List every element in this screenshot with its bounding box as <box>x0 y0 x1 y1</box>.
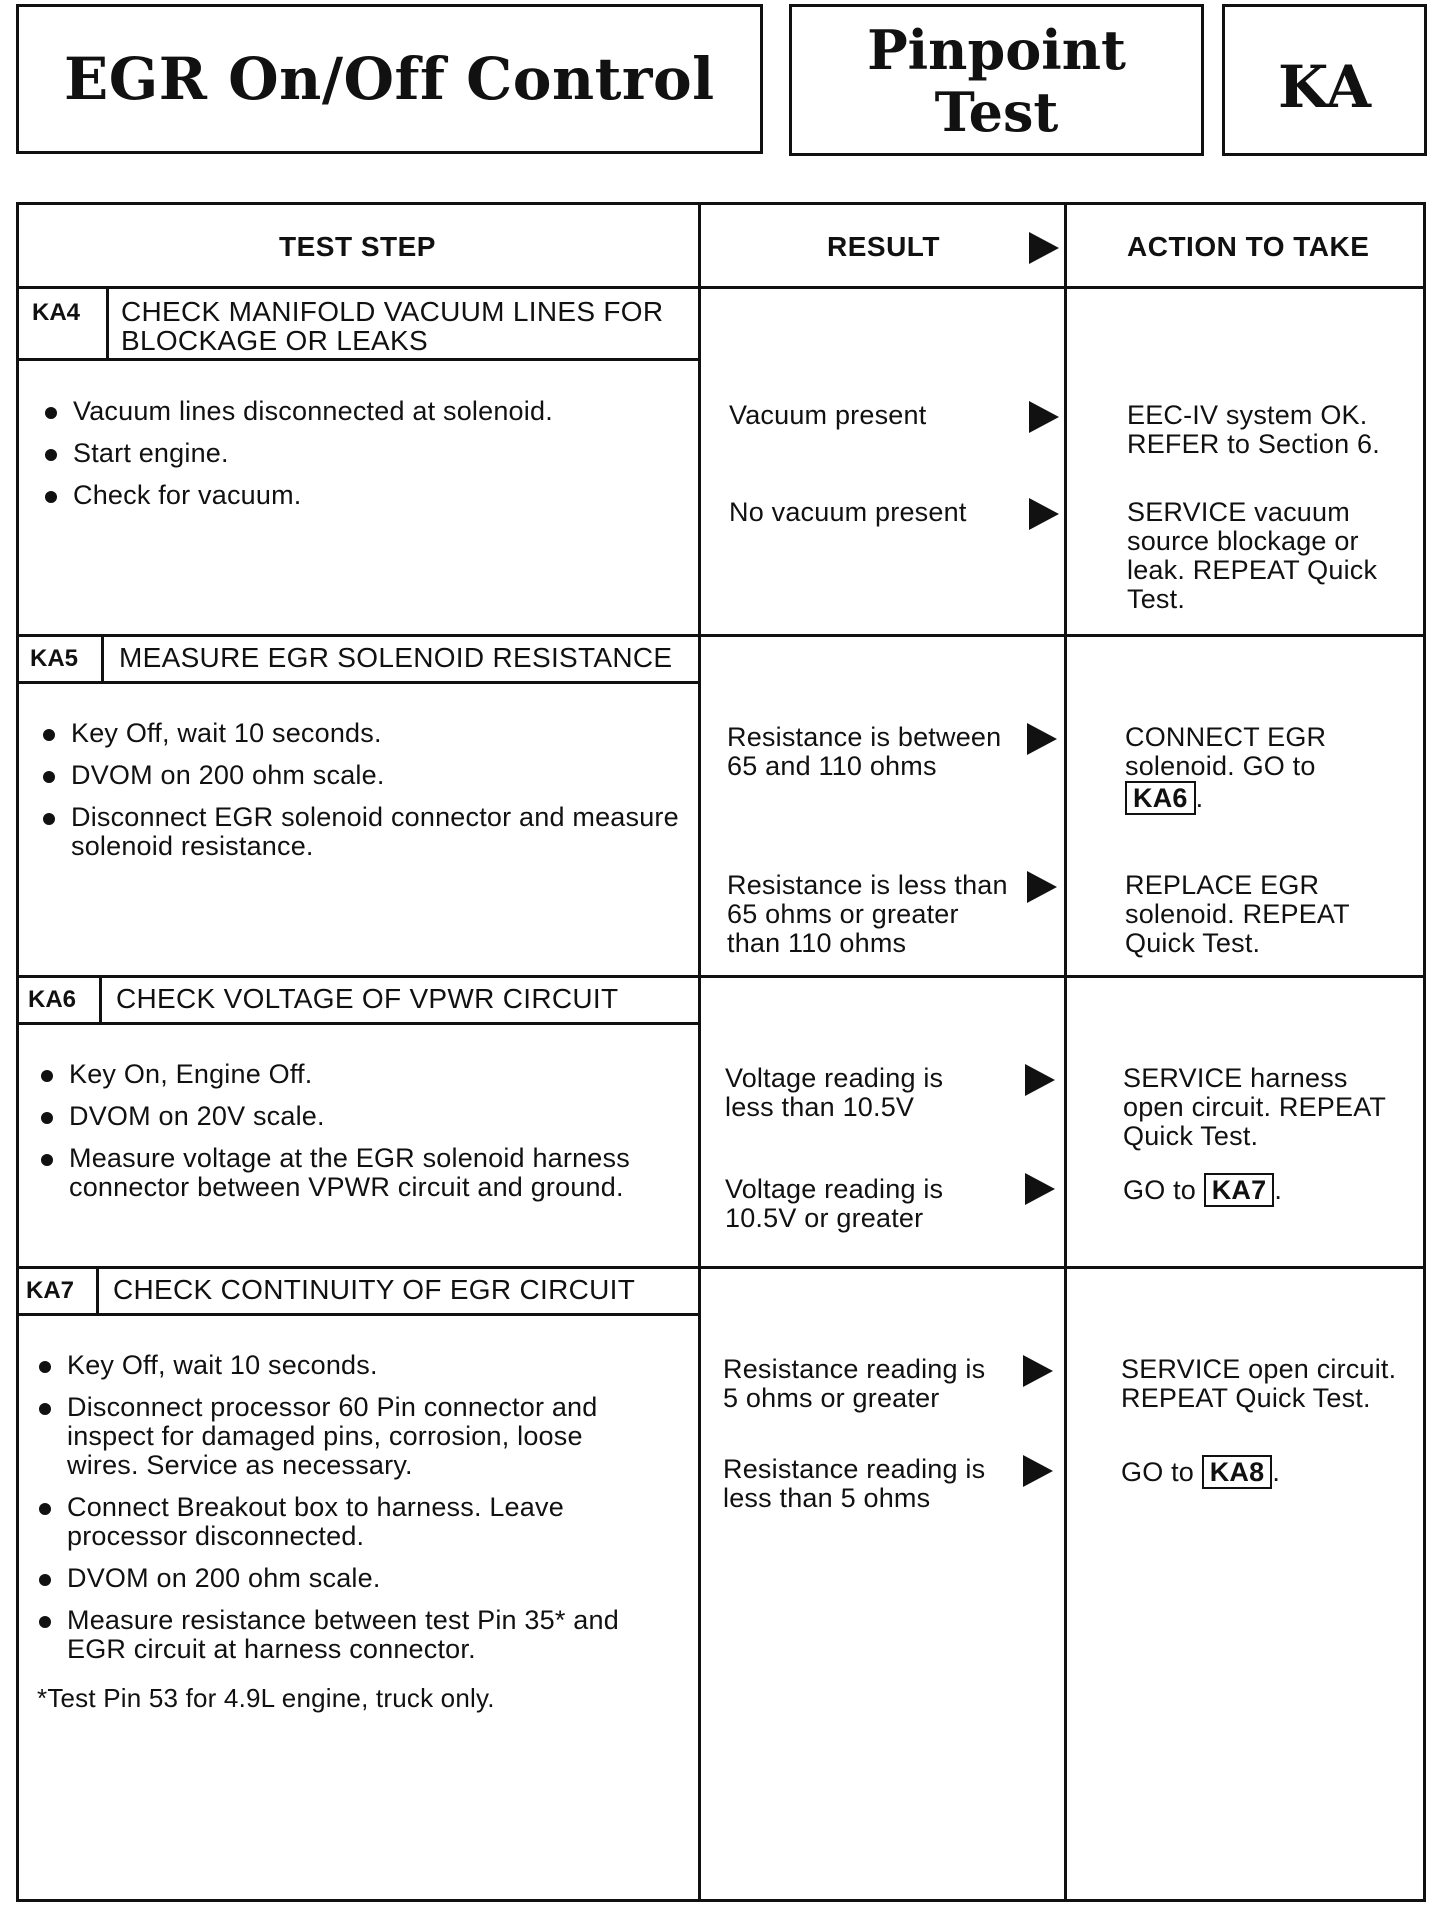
ka5-arrow-1-icon <box>1027 723 1057 755</box>
ka5-divider <box>19 975 1423 978</box>
ka6-arrow-1-icon <box>1025 1064 1055 1096</box>
ka7-result-1: Resistance reading is 5 ohms or greater <box>723 1354 986 1413</box>
ka6-title-divider <box>19 1022 698 1025</box>
header-test-step: TEST STEP <box>279 231 436 262</box>
ka7-title-divider <box>19 1313 698 1316</box>
ka4-bullets <box>43 397 683 523</box>
ka4-title: CHECK MANIFOLD VACUUM LINES FOR BLOCKAGE OR LEAKS <box>121 296 664 356</box>
pinpoint-line1: Pinpoint <box>867 18 1126 82</box>
ka5-code-divider <box>101 634 104 681</box>
ka6-action-2-text: GO to <box>1123 1175 1197 1205</box>
ka5-title: MEASURE EGR SOLENOID RESISTANCE <box>119 642 673 673</box>
ka7-arrow-2-icon <box>1023 1455 1053 1487</box>
ka7-title: CHECK CONTINUITY OF EGR CIRCUIT <box>113 1274 636 1305</box>
list-item: DVOM on 200 ohm scale. <box>41 761 681 790</box>
ka5-action-1: CONNECT EGR solenoid. GO to KA6 . <box>1125 722 1327 813</box>
ka5-ref-ka6[interactable]: KA6 <box>1125 781 1196 815</box>
ka5-bullets <box>41 719 681 874</box>
header-divider <box>19 286 1423 289</box>
title-box <box>16 4 763 154</box>
ka6-divider <box>19 1266 1423 1269</box>
ka5-arrow-2-icon <box>1027 871 1057 903</box>
ka6-action-2: GO to KA7 . <box>1123 1175 1283 1205</box>
pinpoint-test-label <box>792 19 1201 143</box>
ka6-ref-ka7[interactable]: KA7 <box>1204 1173 1275 1207</box>
ka7-result-2: Resistance reading is less than 5 ohms <box>723 1454 986 1513</box>
ka4-code-divider <box>106 286 109 358</box>
ka6-code-divider <box>99 975 102 1022</box>
ka4-arrow-2-icon <box>1029 498 1059 530</box>
list-item: Disconnect EGR solenoid connector and measure solenoid resistance. <box>41 803 681 861</box>
header-arrow-icon <box>1029 232 1059 264</box>
ka4-action-2: SERVICE vacuum source blockage or leak. REPEAT Quick Test. <box>1127 497 1378 614</box>
ka6-title: CHECK VOLTAGE OF VPWR CIRCUIT <box>116 983 619 1014</box>
ka4-action-1: EEC-IV system OK. REFER to Section 6. <box>1127 400 1380 459</box>
pinpoint-line2: Test <box>934 80 1059 144</box>
ka6-result-1: Voltage reading is less than 10.5V <box>725 1063 944 1122</box>
list-item: Key On, Engine Off. <box>39 1060 689 1089</box>
page-title: EGR On/Off Control <box>64 45 715 113</box>
list-item: Vacuum lines disconnected at solenoid. <box>43 397 683 426</box>
ka4-result-1: Vacuum present <box>729 400 927 430</box>
column-divider-2 <box>1064 205 1067 1902</box>
test-code: KA <box>1277 53 1372 121</box>
ka7-arrow-1-icon <box>1023 1355 1053 1387</box>
ka7-footnote: *Test Pin 53 for 4.9L engine, truck only. <box>37 1683 495 1713</box>
ka7-code: KA7 <box>26 1277 75 1304</box>
ka4-arrow-1-icon <box>1029 401 1059 433</box>
ka6-result-2: Voltage reading is 10.5V or greater <box>725 1174 944 1233</box>
ka7-ref-ka8[interactable]: KA8 <box>1202 1455 1273 1489</box>
list-item: Disconnect processor 60 Pin connector and inspect for damaged pins, corrosion, loose wires. Service as necessary. <box>37 1393 657 1480</box>
list-item: Measure voltage at the EGR solenoid harness connector between VPWR circuit and ground. <box>39 1144 689 1202</box>
header-result: RESULT <box>827 231 940 262</box>
ka7-action-2-text: GO to <box>1121 1457 1195 1487</box>
ka7-action-2: GO to KA8 . <box>1121 1457 1281 1487</box>
ka4-result-2: No vacuum present <box>729 497 967 527</box>
list-item: Key Off, wait 10 seconds. <box>41 719 681 748</box>
ka5-action-2: REPLACE EGR solenoid. REPEAT Quick Test. <box>1125 870 1350 958</box>
ka6-bullets <box>39 1060 689 1215</box>
ka5-result-1: Resistance is between 65 and 110 ohms <box>727 722 1002 781</box>
ka5-code: KA5 <box>30 645 79 672</box>
list-item: Connect Breakout box to harness. Leave processor disconnected. <box>37 1493 657 1551</box>
pinpoint-test-box <box>789 4 1204 156</box>
list-item: DVOM on 20V scale. <box>39 1102 689 1131</box>
test-code-box <box>1222 4 1427 156</box>
ka6-code: KA6 <box>28 986 77 1013</box>
pinpoint-table <box>16 202 1426 1902</box>
list-item: DVOM on 200 ohm scale. <box>37 1564 657 1593</box>
ka5-action-1-text: CONNECT EGR solenoid. GO to <box>1125 722 1327 781</box>
ka4-code: KA4 <box>32 299 81 326</box>
column-divider-1 <box>698 205 701 1902</box>
ka4-title-divider <box>19 358 698 361</box>
ka6-action-1: SERVICE harness open circuit. REPEAT Quick Test. <box>1123 1063 1386 1151</box>
ka7-action-1: SERVICE open circuit. REPEAT Quick Test. <box>1121 1354 1397 1413</box>
ka5-title-divider <box>19 681 698 684</box>
header-action: ACTION TO TAKE <box>1127 231 1370 262</box>
list-item: Start engine. <box>43 439 683 468</box>
ka5-result-2: Resistance is less than 65 ohms or greater than 110 ohms <box>727 870 1008 958</box>
list-item: Check for vacuum. <box>43 481 683 510</box>
list-item: Key Off, wait 10 seconds. <box>37 1351 657 1380</box>
ka4-divider <box>19 634 1423 637</box>
ka7-code-divider <box>96 1266 99 1313</box>
ka7-bullets <box>37 1351 657 1677</box>
list-item: Measure resistance between test Pin 35* and EGR circuit at harness connector. <box>37 1606 657 1664</box>
ka6-arrow-2-icon <box>1025 1173 1055 1205</box>
